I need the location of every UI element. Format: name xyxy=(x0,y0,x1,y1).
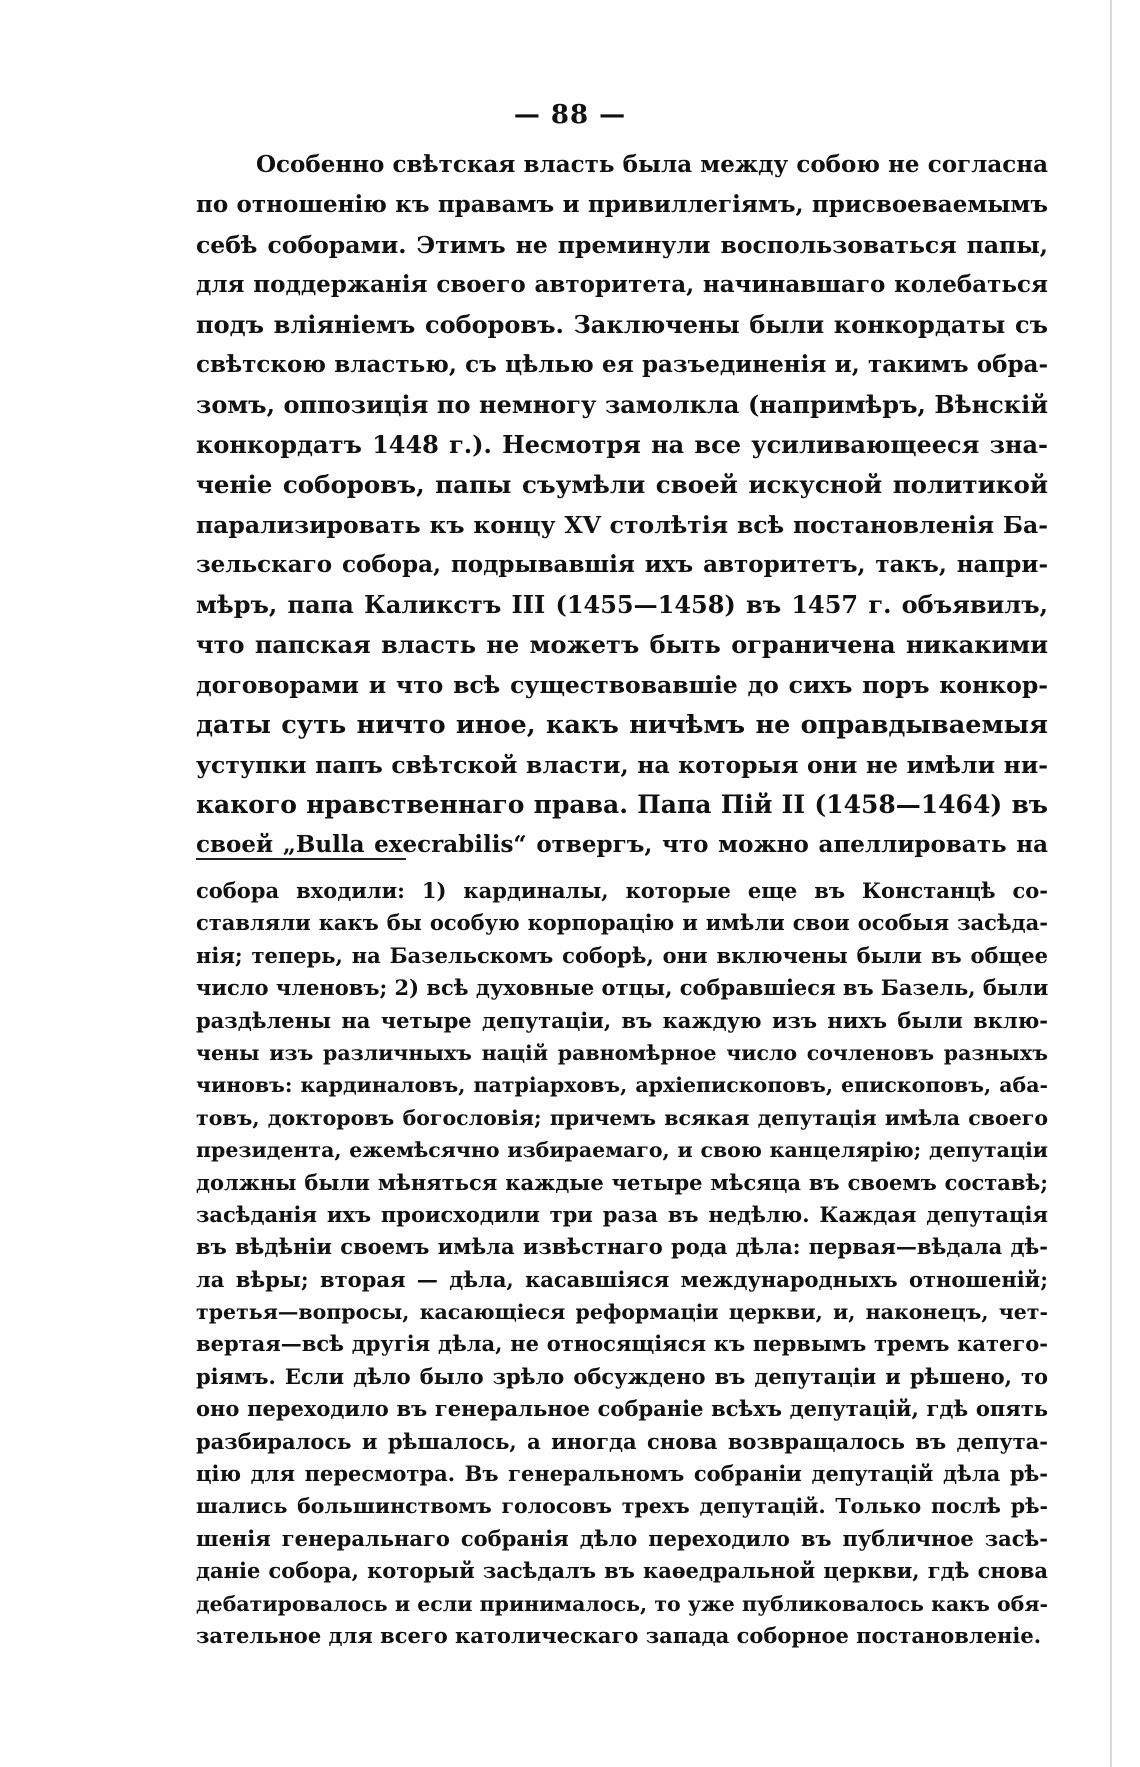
main-text-line: для поддержанія своего авторитета, начинавшаго колебаться xyxy=(196,271,1048,298)
footnote-line: ла вѣры; вторая — дѣла, касавшіяся международныхъ отношеній; xyxy=(196,1266,1048,1292)
main-text-line: конкордатъ 1448 г.). Несмотря на все усиливающееся зна- xyxy=(196,430,1048,459)
page-edge-shadow xyxy=(1110,0,1112,1767)
footnote-line: чены изъ различныхъ націй равномѣрное число сочленовъ разныхъ xyxy=(196,1040,1048,1065)
footnote-line: въ вѣдѣніи своемъ имѣла извѣстнаго рода дѣла: первая—вѣдала дѣ- xyxy=(196,1234,1048,1260)
main-text-line: что папская власть не можетъ быть ограничена никакими xyxy=(196,630,1048,659)
footnote-line: оно переходило въ генеральное собраніе всѣхъ депутацій, гдѣ опять xyxy=(196,1396,1048,1422)
main-text-line: Особенно свѣтская власть была между собою не согласна xyxy=(256,151,1048,178)
footnote-line: вертая—всѣ другія дѣла, не относящіяся къ первымъ тремъ катего- xyxy=(196,1331,1048,1357)
footnote-line: чиновъ: кардиналовъ, патріарховъ, архіепископовъ, епископовъ, аба- xyxy=(196,1073,1048,1098)
footnote-line: президента, ежемѣсячно избираемаго, и свою канцелярію; депутаціи xyxy=(196,1138,1048,1163)
main-text-line: своей „Bulla execrabilis“ отвергъ, что можно апеллировать на xyxy=(196,831,1048,858)
main-text-line: договорами и что всѣ существовавшіе до сихъ поръ конкор- xyxy=(196,671,1048,699)
footnote-line: шались большинствомъ голосовъ трехъ депутацій. Только послѣ рѣ- xyxy=(196,1494,1048,1519)
footnote-line: засѣданія ихъ происходили три раза въ недѣлю. Каждая депутація xyxy=(196,1201,1048,1227)
footnote-line: раздѣлены на четыре депутаціи, въ каждую изъ нихъ были вклю- xyxy=(196,1007,1048,1033)
footnote-line: третья—вопросы, касающіеся реформаціи церкви, и, наконецъ, чет- xyxy=(196,1300,1048,1325)
main-text-line: какого нравственнаго права. Папа Пій II (1458—1464) въ xyxy=(196,790,1048,819)
main-text-line: подъ вліяніемъ соборовъ. Заключены были конкордаты съ xyxy=(196,310,1048,339)
footnote-line: собора входили: 1) кардиналы, которые еще въ Констанцѣ со- xyxy=(196,878,1048,903)
main-text-line: зельскаго собора, подрывавшія ихъ авторитетъ, такъ, напри- xyxy=(196,551,1048,578)
main-text-line: даты суть ничто иное, какъ ничѣмъ не оправдываемыя xyxy=(196,710,1048,740)
main-text-line: ченіе соборовъ, папы съумѣли своей искусной политикой xyxy=(196,470,1048,499)
footnote-block xyxy=(196,875,1048,1652)
main-text-line: уступки папъ свѣтской власти, на которыя они не имѣли ни- xyxy=(196,751,1048,779)
footnote-line: шенія генеральнаго собранія дѣло переходило въ публичное засѣ- xyxy=(196,1525,1048,1551)
main-text-block xyxy=(196,145,1048,865)
main-text-line: свѣтскою властью, съ цѣлью ея разъединенія и, такимъ обра- xyxy=(196,351,1048,378)
footnote-line: ріямъ. Если дѣло было зрѣло обсуждено въ депутаціи и рѣшено, то xyxy=(196,1363,1048,1389)
footnote-line: даніе собора, который засѣдалъ въ каѳедральной церкви, гдѣ снова xyxy=(196,1558,1048,1584)
footnote-line: товъ, докторовъ богословія; причемъ всякая депутація имѣла своего xyxy=(196,1105,1048,1130)
footnote-line: цію для пересмотра. Въ генеральномъ собраніи депутацій дѣла рѣ- xyxy=(196,1461,1048,1487)
footnote-line: дебатировалось и если принималось, то уже публиковалось какъ обя- xyxy=(196,1591,1048,1616)
footnote-separator xyxy=(196,858,406,860)
footnote-line: зательное для всего католическаго запада соборное постановленіе. xyxy=(196,1622,1042,1648)
main-text-line: парализировать къ концу XV столѣтія всѣ постановленія Ба- xyxy=(196,511,1048,539)
footnote-line: должны были мѣняться каждые четыре мѣсяца въ своемъ составѣ; xyxy=(196,1169,1048,1195)
footnote-line: разбиралось и рѣшалось, а иногда снова возвращалось въ депута- xyxy=(196,1428,1048,1454)
footnote-line: нія; теперь, на Базельскомъ соборѣ, они включены были въ общее xyxy=(196,942,1048,968)
main-text-line: зомъ, оппозиція по немногу замолкла (напримѣръ, Вѣнскій xyxy=(196,390,1048,419)
main-text-line: себѣ соборами. Этимъ не преминули воспользоваться папы, xyxy=(196,231,1048,259)
footnote-line: ставляли какъ бы особую корпорацію и имѣли свои особыя засѣда- xyxy=(196,910,1048,936)
footnote-line: число членовъ; 2) всѣ духовные отцы, собравшіеся въ Базель, были xyxy=(196,975,1049,1001)
main-text-line: мѣръ, папа Каликстъ III (1455—1458) въ 1457 г. объявилъ, xyxy=(196,590,1048,619)
page-number: — 88 — xyxy=(513,100,627,130)
main-text-line: по отношенію къ правамъ и привиллегіямъ, присвоеваемымъ xyxy=(196,191,1048,218)
